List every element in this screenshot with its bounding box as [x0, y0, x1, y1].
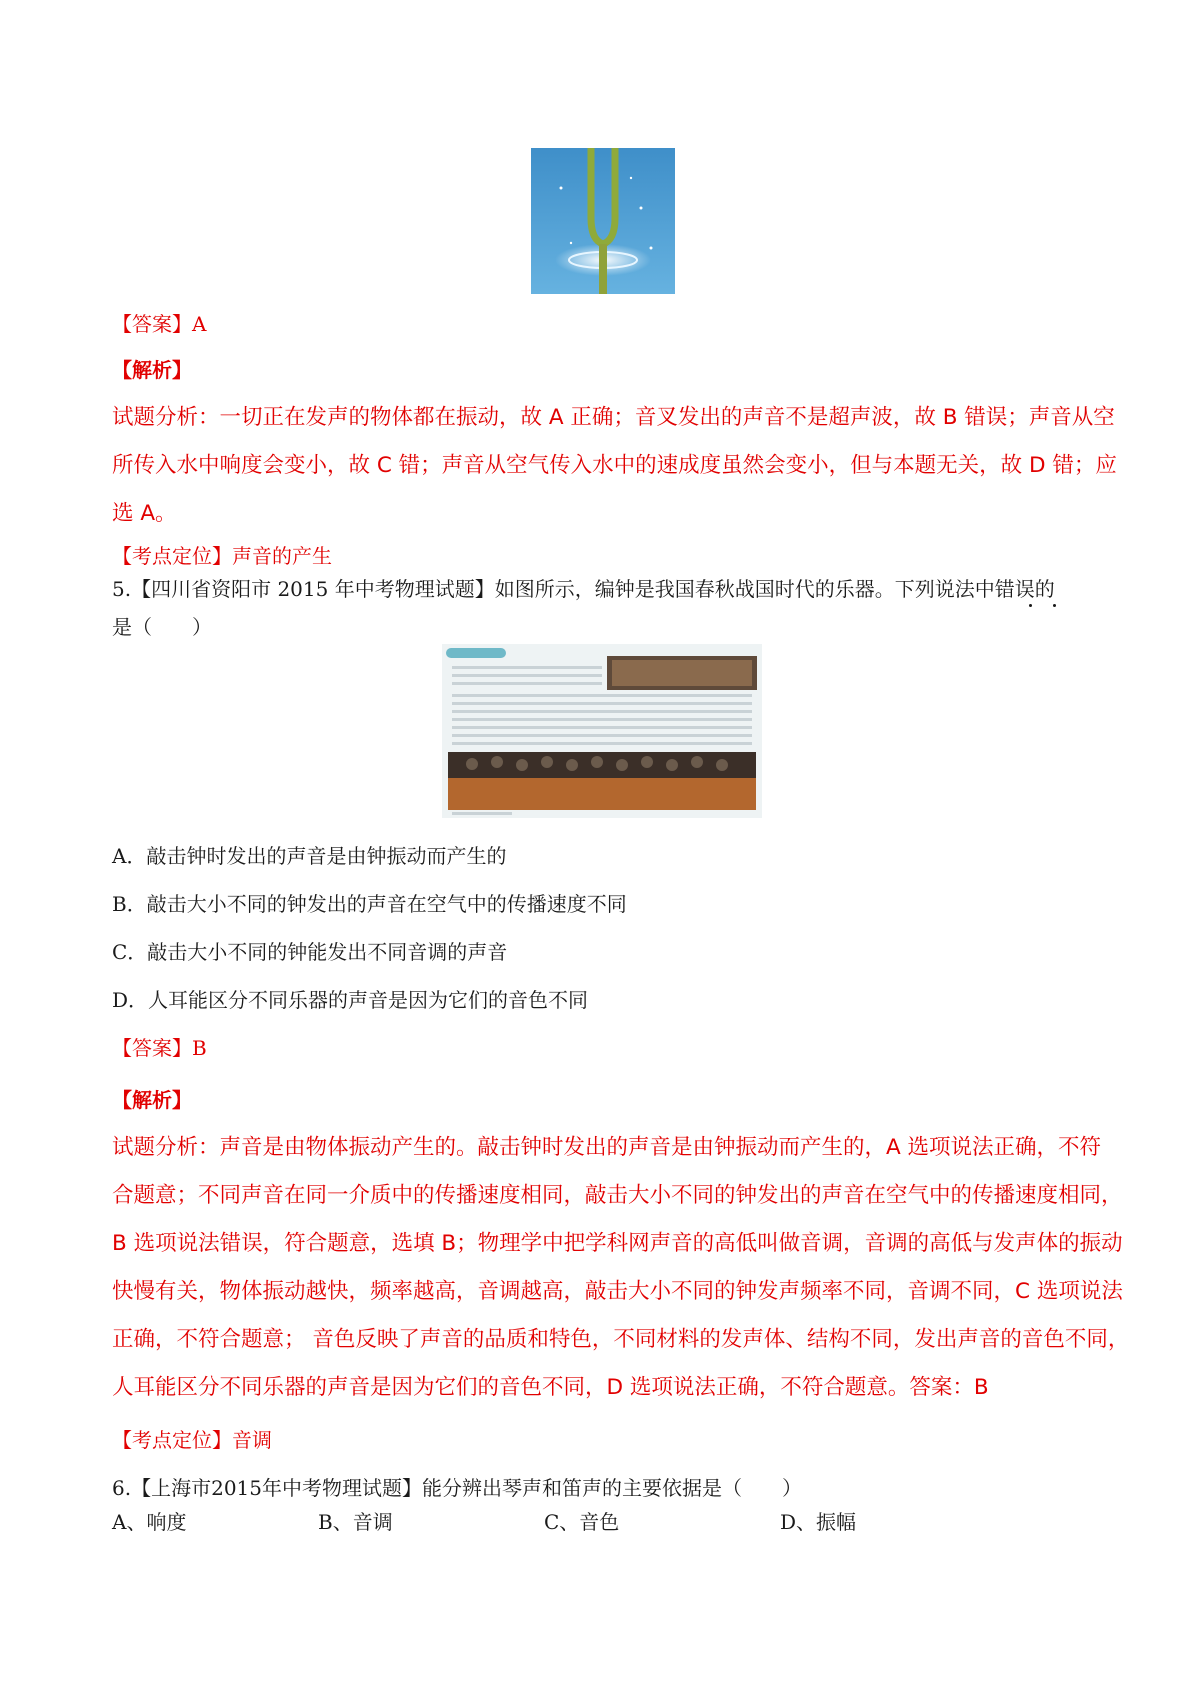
- bianzhong-bells-image: [442, 644, 762, 818]
- analysis-line: 选 A。: [112, 501, 177, 526]
- analysis-line: 所传入水中响度会变小，故 C 错；声音从空气传入水中的速成度虽然会变小，但与本题无关，故 D 错；应: [112, 453, 1117, 478]
- kaodian-label: 【考点定位】: [112, 544, 232, 568]
- analysis-line: 人耳能区分不同乐器的声音是因为它们的音色不同，D 选项说法正确，不符合题意。答案：B: [112, 1375, 989, 1400]
- question-stem: 能分辨出琴声和笛声的主要依据是（ ）: [422, 1476, 802, 1500]
- option-b: B．敲击大小不同的钟发出的声音在空气中的传播速度不同: [112, 892, 627, 916]
- option-a: A．敲击钟时发出的声音是由钟振动而产生的: [112, 844, 507, 868]
- question-source: 【四川省资阳市 2015 年中考物理试题】: [131, 577, 495, 601]
- analysis-label: 【解析】: [112, 1088, 192, 1112]
- answer-label: 【答案】: [112, 312, 192, 336]
- tuning-fork-water-image: [531, 148, 675, 294]
- kaodian-value: 声音的产生: [232, 544, 332, 568]
- analysis-label: 【解析】: [112, 358, 192, 382]
- answer-label: 【答案】: [112, 1036, 192, 1060]
- emphasis-dot: [1029, 604, 1032, 607]
- option-a: A、响度: [112, 1510, 187, 1534]
- analysis-line: 合题意；不同声音在同一介质中的传播速度相同，敲击大小不同的钟发出的声音在空气中的传播速度相同，: [112, 1183, 1123, 1208]
- option-c: C．敲击大小不同的钟能发出不同音调的声音: [112, 940, 508, 964]
- question-number: 5.: [112, 577, 132, 601]
- option-d: D、振幅: [780, 1510, 857, 1534]
- question-stem-continued: 是（ ）: [112, 615, 212, 639]
- analysis-line: B 选项说法错误，符合题意，选填 B；物理学中把学科网声音的高低叫做音调，音调的高低与发声体的振动: [112, 1231, 1123, 1256]
- analysis-line: 试题分析：声音是由物体振动产生的。敲击钟时发出的声音是由钟振动而产生的，A 选项说法正确，不符: [112, 1135, 1102, 1160]
- option-c: C、音色: [544, 1510, 620, 1534]
- emphasis-dot: [1053, 604, 1056, 607]
- question-stem: 如图所示，编钟是我国春秋战国时代的乐器。下列说法中错误的: [494, 577, 1055, 601]
- kaodian-value: 音调: [232, 1428, 272, 1452]
- question-number: 6.: [112, 1476, 132, 1500]
- answer-value: B: [192, 1036, 207, 1060]
- analysis-line: 正确，不符合题意； 音色反映了声音的品质和特色，不同材料的发声体、结构不同，发出声音的音色不同，: [112, 1327, 1130, 1352]
- question-source: 【上海市2015年中考物理试题】: [131, 1476, 422, 1500]
- option-b: B、音调: [318, 1510, 393, 1534]
- kaodian-label: 【考点定位】: [112, 1428, 232, 1452]
- option-d: D．人耳能区分不同乐器的声音是因为它们的音色不同: [112, 988, 589, 1012]
- answer-value: A: [192, 312, 207, 336]
- analysis-line: 试题分析：一切正在发声的物体都在振动，故 A 正确；音叉发出的声音不是超声波，故 B 错误；声音从空: [112, 405, 1115, 430]
- analysis-line: 快慢有关，物体振动越快，频率越高，音调越高，敲击大小不同的钟发声频率不同，音调不同，C 选项说法: [112, 1279, 1123, 1304]
